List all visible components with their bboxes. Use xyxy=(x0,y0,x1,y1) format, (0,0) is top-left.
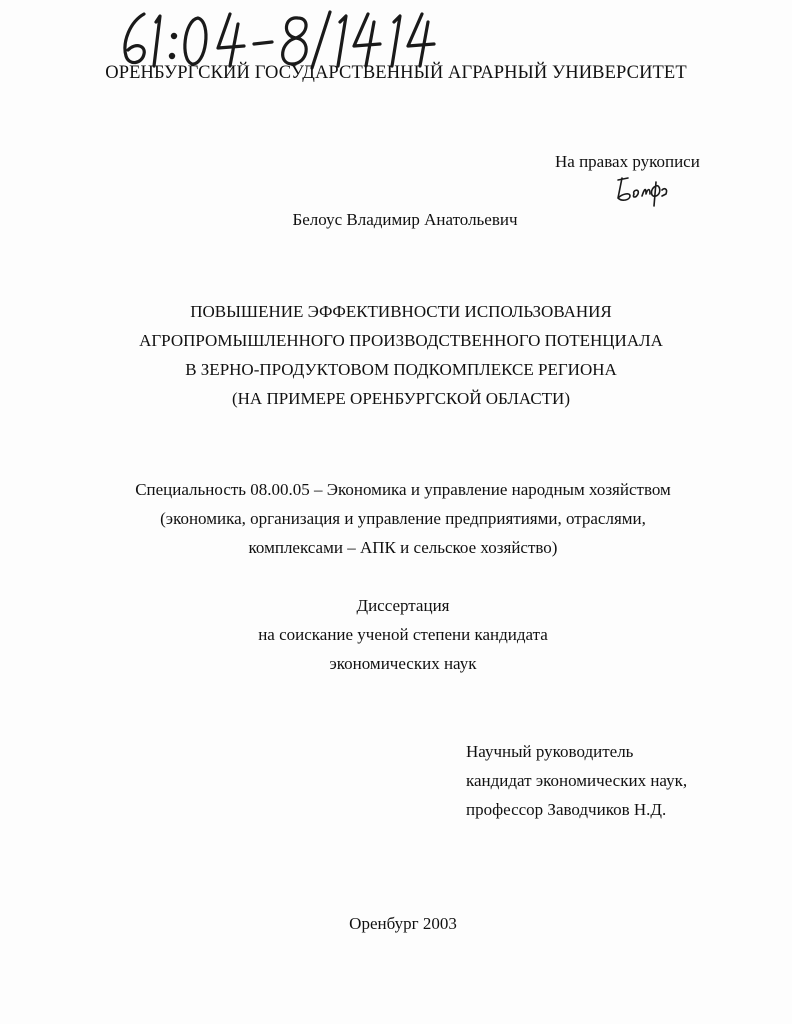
specialty-line: комплексами – АПК и сельское хозяйство) xyxy=(248,538,558,557)
supervisor-line: профессор Заводчиков Н.Д. xyxy=(466,800,667,819)
city-and-year: Оренбург 2003 xyxy=(349,914,457,933)
handwritten-catalog-number xyxy=(118,8,448,70)
manuscript-rights-label: На правах рукописи xyxy=(555,152,700,171)
supervisor-line: Научный руководитель xyxy=(466,742,634,761)
supervisor-line: кандидат экономических наук, xyxy=(466,771,688,790)
title-line: В ЗЕРНО-ПРОДУКТОВОМ ПОДКОМПЛЕКСЕ РЕГИОНА xyxy=(185,360,617,379)
title-line: (НА ПРИМЕРЕ ОРЕНБУРГСКОЙ ОБЛАСТИ) xyxy=(231,389,570,408)
signature-drawing xyxy=(612,172,672,208)
specialty-line: Специальность 08.00.05 – Экономика и управление народным хозяйством xyxy=(135,480,671,499)
author-signature xyxy=(612,172,672,208)
dissertation-title xyxy=(0,297,792,413)
author-name: Белоус Владимир Анатольевич xyxy=(292,210,518,229)
degree-line: экономических наук xyxy=(329,654,477,673)
degree-line: на соискание ученой степени кандидата xyxy=(258,625,548,644)
specialty-line: (экономика, организация и управление предприятиями, отраслями, xyxy=(160,509,646,528)
handwritten-catalog-number-drawing xyxy=(118,8,448,70)
specialty-block xyxy=(0,475,792,562)
university-name: ОРЕНБУРГСКИЙ ГОСУДАРСТВЕННЫЙ АГРАРНЫЙ УНИВЕРСИТЕТ xyxy=(105,63,687,83)
supervisor-block xyxy=(466,737,687,824)
title-line: ПОВЫШЕНИЕ ЭФФЕКТИВНОСТИ ИСПОЛЬЗОВАНИЯ xyxy=(190,302,612,321)
title-line: АГРОПРОМЫШЛЕННОГО ПРОИЗВОДСТВЕННОГО ПОТЕНЦИАЛА xyxy=(139,331,663,350)
degree-block xyxy=(0,591,792,678)
degree-line: Диссертация xyxy=(356,596,450,615)
